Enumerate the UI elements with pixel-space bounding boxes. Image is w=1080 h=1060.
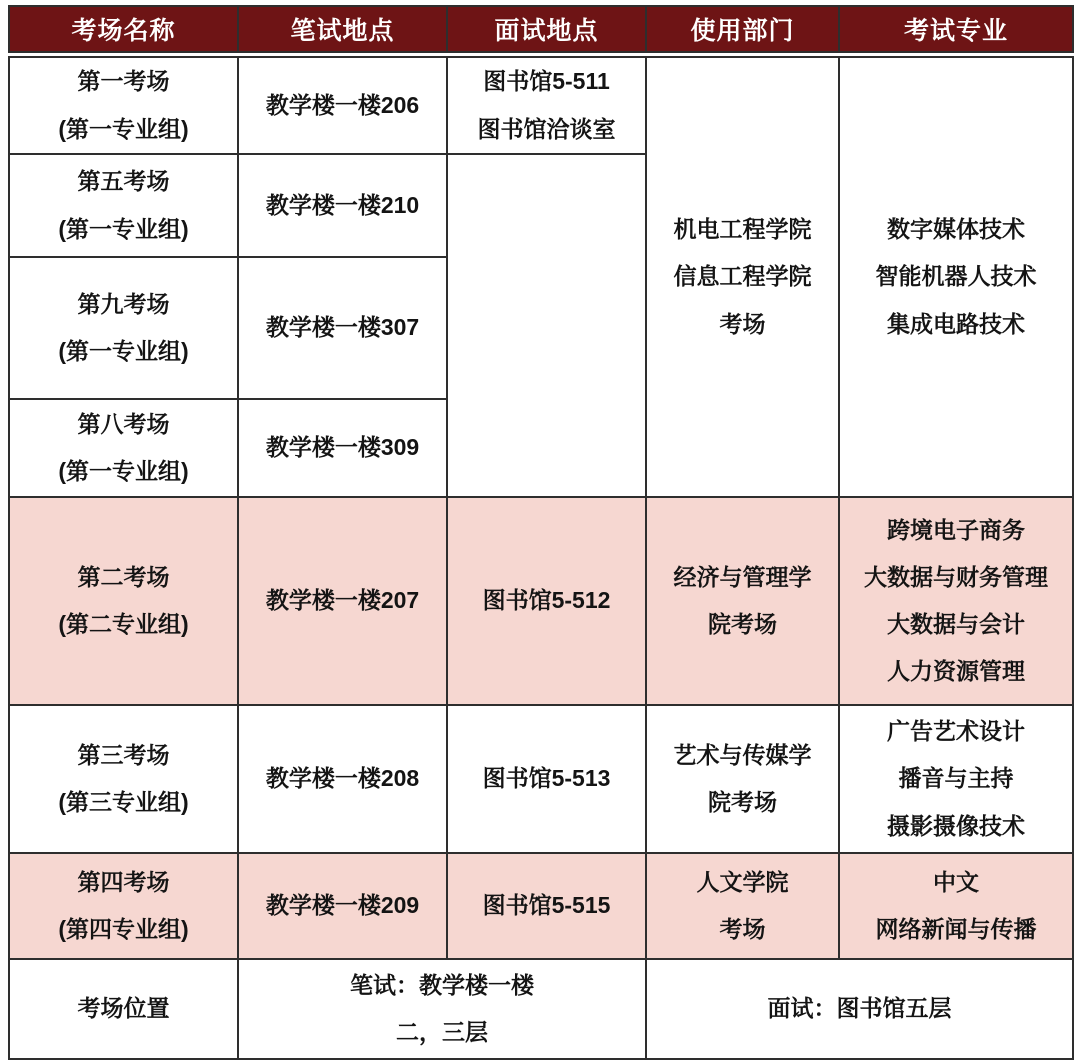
table-header <box>8 5 1074 53</box>
interview-location-text: 图书馆5-513 <box>482 765 611 792</box>
major-line: 大数据与财务管理 <box>864 563 1048 590</box>
written-location-cell <box>238 57 447 154</box>
footer-written-line: 二，三层 <box>396 1019 488 1045</box>
department-cell <box>646 497 839 705</box>
footer-written-cell <box>238 959 646 1059</box>
department-line: 信息工程学院 <box>673 263 812 290</box>
interview-location-cell <box>447 853 646 959</box>
major-line: 集成电路技术 <box>887 310 1025 337</box>
written-location-text: 教学楼一楼206 <box>265 91 420 118</box>
room-name-cell <box>9 705 238 853</box>
interview-location-cell <box>447 57 646 154</box>
header-row <box>9 6 1073 52</box>
room-name-cell <box>9 257 238 399</box>
room-name-line: 第三考场 <box>77 741 170 768</box>
table-row <box>9 705 1073 853</box>
room-name-line: 第九考场 <box>77 290 170 317</box>
interview-location-line: 图书馆5-511 <box>483 68 610 95</box>
footer-label-text: 考场位置 <box>77 995 170 1022</box>
written-location-text: 教学楼一楼208 <box>265 765 420 792</box>
written-location-cell <box>238 853 447 959</box>
majors-cell <box>839 57 1073 497</box>
interview-location-cell <box>447 497 646 705</box>
table-row <box>9 57 1073 154</box>
interview-location-cell <box>447 705 646 853</box>
room-name-cell <box>9 853 238 959</box>
footer-interview-text: 面试：图书馆五层 <box>767 995 952 1022</box>
room-name-line: 第一考场 <box>77 68 170 95</box>
table-body <box>8 56 1074 1060</box>
major-line: 跨境电子商务 <box>887 516 1025 543</box>
table-footer-row <box>9 959 1073 1059</box>
major-line: 播音与主持 <box>898 765 1014 792</box>
written-location-cell <box>238 497 447 705</box>
major-line: 智能机器人技术 <box>875 263 1037 290</box>
department-line: 考场 <box>719 310 766 337</box>
written-location-cell <box>238 399 447 497</box>
header-majors: 考试专业 <box>839 6 1073 52</box>
footer-written-line: 笔试：教学楼一楼 <box>350 971 534 998</box>
room-group-line: (第一专业组) <box>58 338 189 364</box>
written-location-cell <box>238 154 447 257</box>
header-room-name: 考场名称 <box>9 6 238 52</box>
header-department: 使用部门 <box>646 6 839 52</box>
written-location-text: 教学楼一楼210 <box>265 191 420 218</box>
room-group-line: (第四专业组) <box>58 916 189 942</box>
room-name-cell <box>9 154 238 257</box>
room-name-line: 第四考场 <box>77 868 170 895</box>
major-line: 网络新闻与传播 <box>875 916 1037 942</box>
written-location-cell <box>238 257 447 399</box>
department-line: 院考场 <box>708 611 777 637</box>
major-line: 人力资源管理 <box>887 658 1025 685</box>
room-name-line: 第二考场 <box>77 563 170 590</box>
written-location-text: 教学楼一楼307 <box>265 314 420 341</box>
table-row <box>9 497 1073 705</box>
major-line: 广告艺术设计 <box>887 718 1025 745</box>
department-line: 考场 <box>719 916 766 942</box>
department-line: 经济与管理学 <box>673 563 812 590</box>
department-line: 艺术与传媒学 <box>673 741 812 768</box>
written-location-text: 教学楼一楼209 <box>265 892 420 919</box>
major-line: 数字媒体技术 <box>887 216 1025 243</box>
department-cell <box>646 705 839 853</box>
room-name-cell <box>9 57 238 154</box>
interview-location-line: 图书馆洽谈室 <box>477 115 616 142</box>
interview-location-text: 图书馆5-512 <box>482 587 611 614</box>
interview-location-text: 图书馆5-515 <box>482 892 611 919</box>
room-name-cell <box>9 399 238 497</box>
majors-cell <box>839 853 1073 959</box>
major-line: 摄影摄像技术 <box>887 812 1025 839</box>
written-location-text: 教学楼一楼309 <box>265 434 420 461</box>
room-group-line: (第三专业组) <box>58 789 189 815</box>
department-line: 机电工程学院 <box>673 216 812 243</box>
room-group-line: (第一专业组) <box>58 215 189 242</box>
room-group-line: (第二专业组) <box>58 611 189 637</box>
majors-cell <box>839 497 1073 705</box>
majors-cell <box>839 705 1073 853</box>
room-name-line: 第五考场 <box>77 168 170 195</box>
major-line: 中文 <box>933 868 979 895</box>
department-line: 院考场 <box>708 789 777 815</box>
department-line: 人文学院 <box>696 868 789 895</box>
written-location-text: 教学楼一楼207 <box>265 587 420 614</box>
major-line: 大数据与会计 <box>887 611 1025 637</box>
table-row <box>9 853 1073 959</box>
footer-interview-cell <box>646 959 1073 1059</box>
header-written-location: 笔试地点 <box>238 6 447 52</box>
room-name-cell <box>9 497 238 705</box>
footer-label-cell <box>9 959 238 1059</box>
written-location-cell <box>238 705 447 853</box>
room-group-line: (第一专业组) <box>58 458 189 484</box>
department-cell <box>646 853 839 959</box>
room-name-line: 第八考场 <box>77 410 170 437</box>
department-cell <box>646 57 839 497</box>
room-group-line: (第一专业组) <box>58 115 189 142</box>
header-interview-location: 面试地点 <box>447 6 646 52</box>
interview-location-empty-cell <box>447 154 646 497</box>
